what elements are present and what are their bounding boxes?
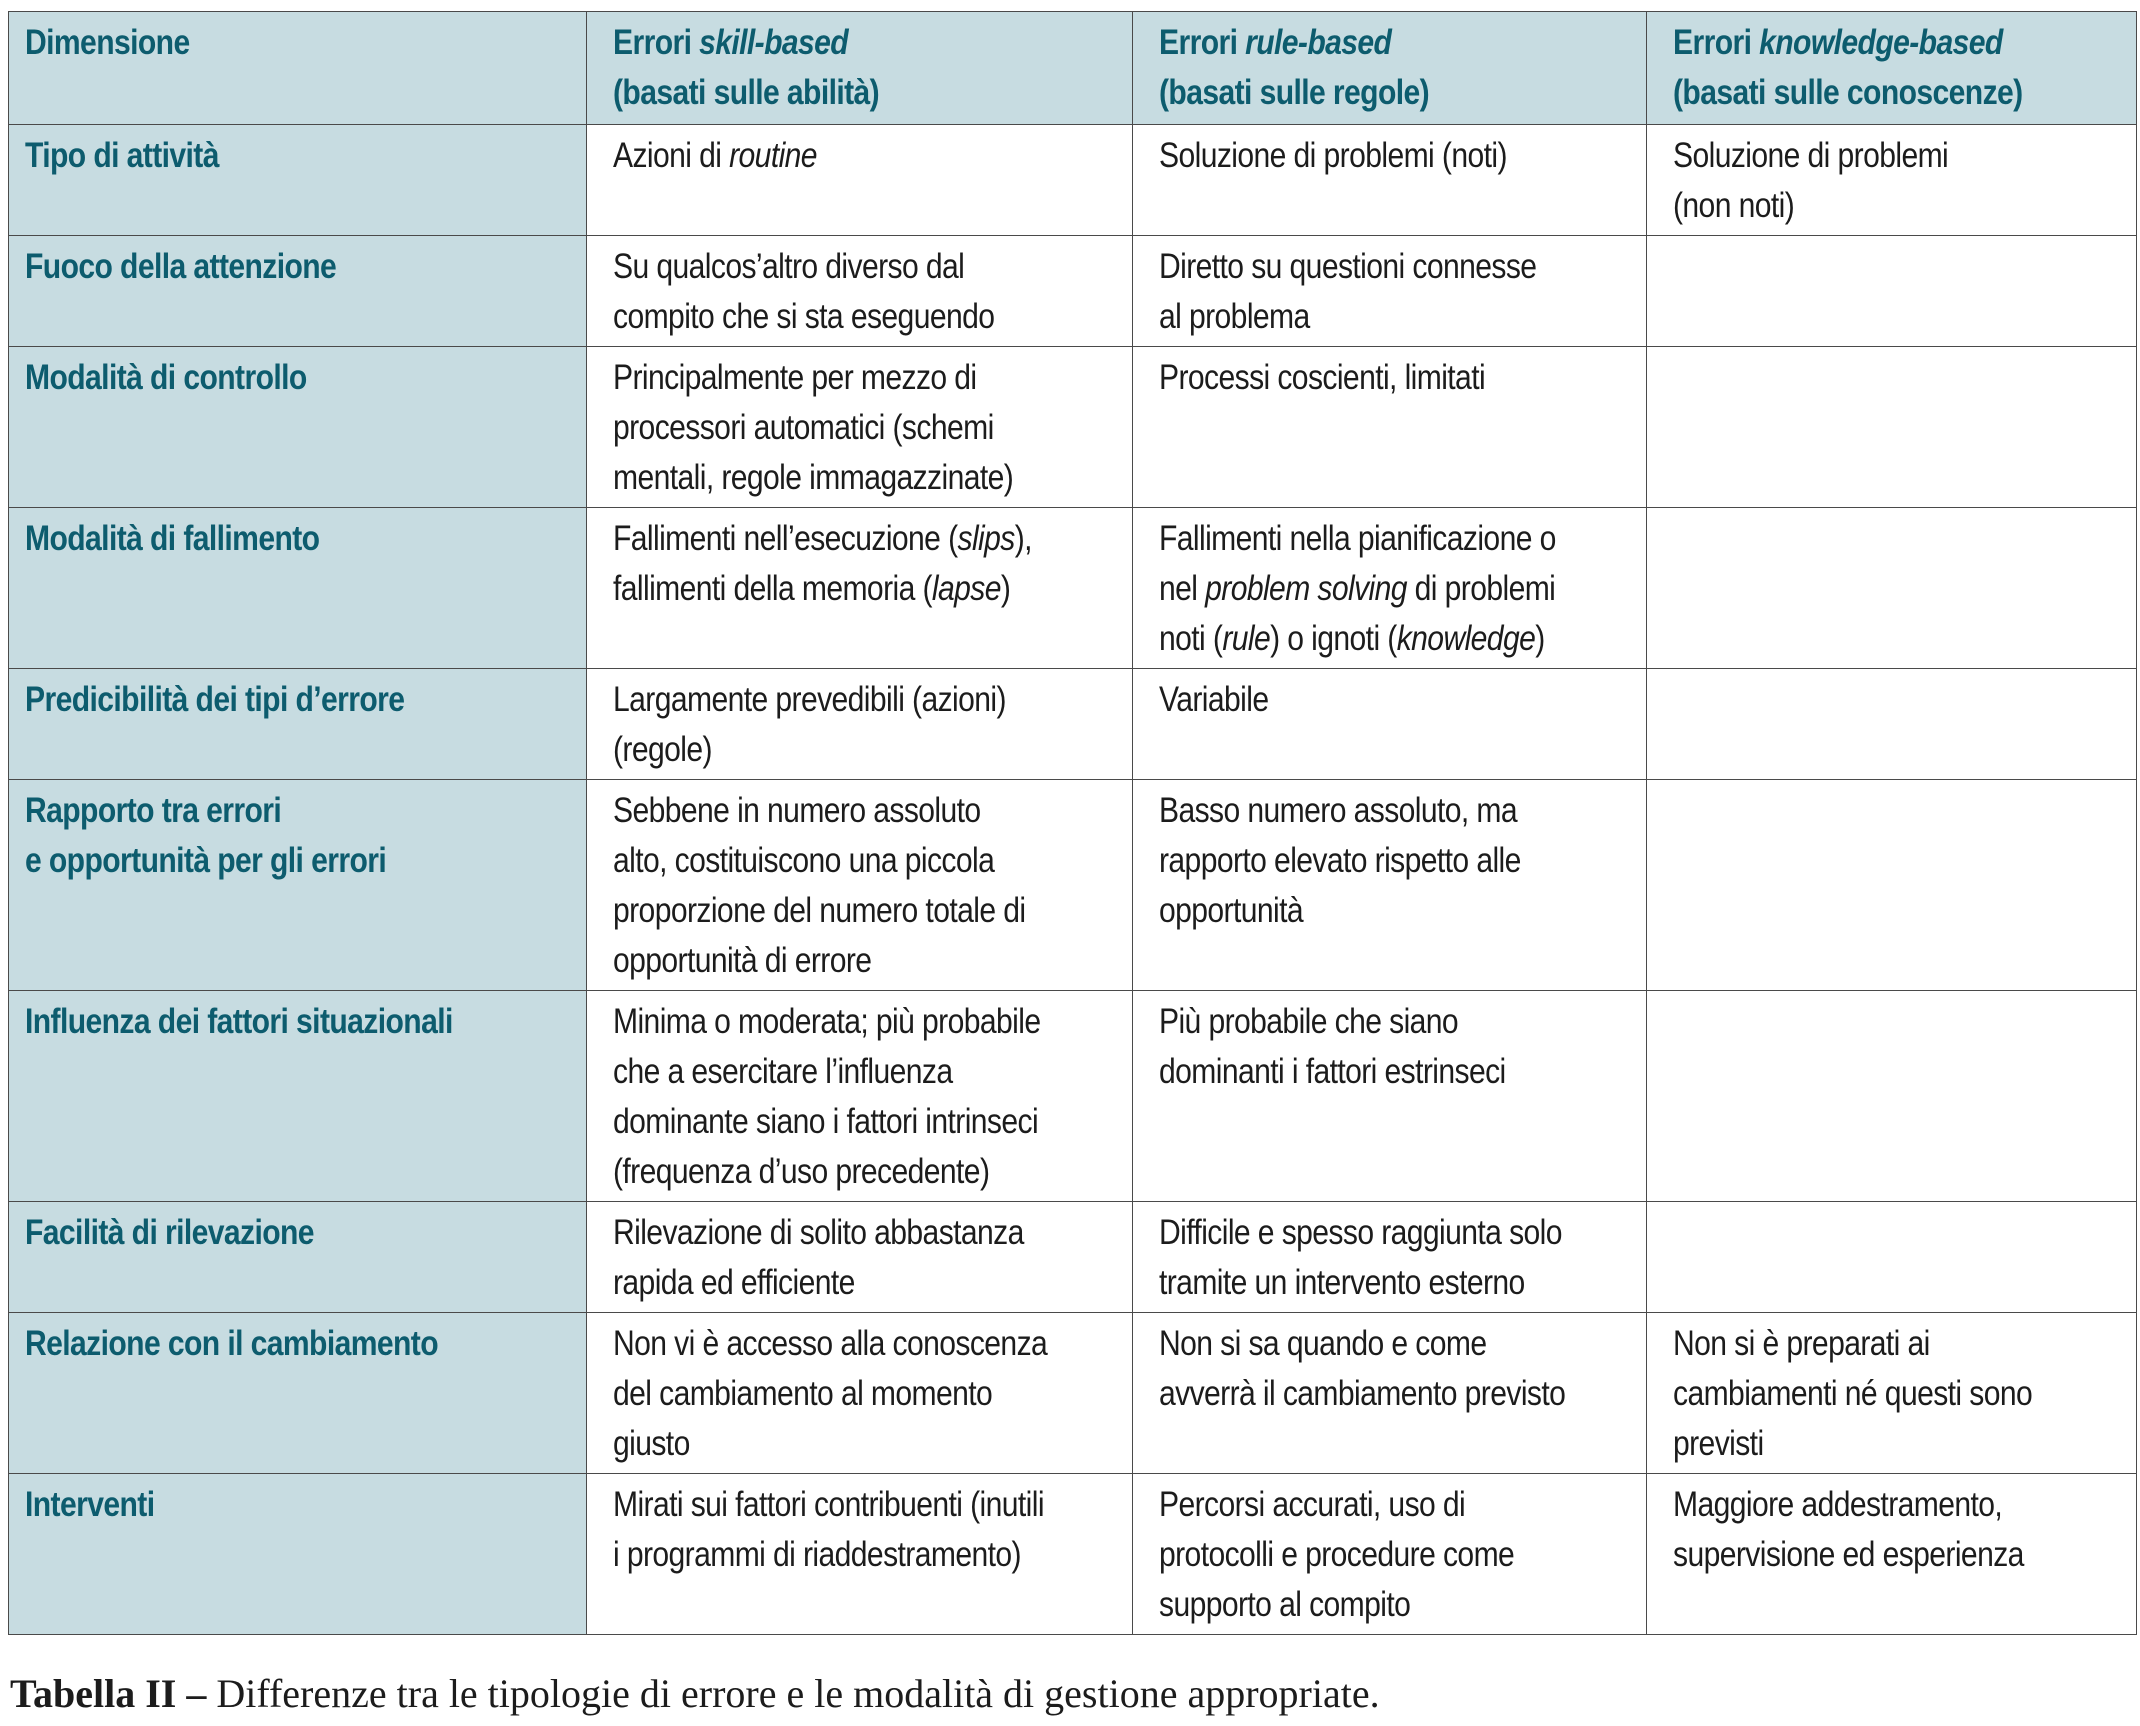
- cell-line: Più probabile che siano: [1159, 1002, 1459, 1041]
- cell-line: Influenza dei fattori situazionali: [25, 1002, 453, 1041]
- cell-rule-based: [1133, 1474, 1647, 1635]
- cell-line: al problema: [1159, 297, 1310, 336]
- cell-line: Basso numero assoluto, ma: [1159, 791, 1518, 830]
- cell-line: Difficile e spesso raggiunta solo: [1159, 1213, 1562, 1252]
- cell-line: opportunità: [1159, 891, 1303, 930]
- cell-knowledge-based: [1647, 1202, 2137, 1313]
- cell-line: (frequenza d’uso precedente): [613, 1152, 990, 1191]
- row-dimension-cell: [9, 1474, 587, 1635]
- cell-line: (basati sulle conoscenze): [1673, 73, 2023, 112]
- cell-skill-based: [587, 1313, 1133, 1474]
- table-body: [9, 125, 2137, 1635]
- cell-line: supervisione ed esperienza: [1673, 1535, 2024, 1574]
- caption-label: Tabella II –: [10, 1671, 207, 1716]
- cell-line: Processi coscienti, limitati: [1159, 358, 1486, 397]
- cell-rule-based: [1133, 125, 1647, 236]
- row-dimension-cell: [9, 125, 587, 236]
- cell-line: Tipo di attività: [25, 136, 219, 175]
- cell-line: (regole): [613, 730, 712, 769]
- cell-line: (non noti): [1673, 186, 1795, 225]
- cell-line: protocolli e procedure come: [1159, 1535, 1515, 1574]
- cell-line: Maggiore addestramento,: [1673, 1485, 2003, 1524]
- cell-line: Minima o moderata; più probabile: [613, 1002, 1041, 1041]
- row-dimension-cell: [9, 236, 587, 347]
- cell-line: Errori rule-based: [1159, 23, 1392, 62]
- header-cell-rule-based: [1133, 12, 1647, 125]
- cell-line: Principalmente per mezzo di: [613, 358, 977, 397]
- cell-knowledge-based: [1647, 1474, 2137, 1635]
- cell-knowledge-based: [1647, 669, 2137, 780]
- header-cell-knowledge-based: [1647, 12, 2137, 125]
- row-dimension-cell: [9, 991, 587, 1202]
- cell-line: Diretto su questioni connesse: [1159, 247, 1537, 286]
- cell-line: compito che si sta eseguendo: [613, 297, 995, 336]
- row-dimension-cell: [9, 780, 587, 991]
- cell-line: cambiamenti né questi sono: [1673, 1374, 2033, 1413]
- cell-line: processori automatici (schemi: [613, 408, 994, 447]
- cell-knowledge-based: [1647, 125, 2137, 236]
- cell-skill-based: [587, 125, 1133, 236]
- cell-line: opportunità di errore: [613, 941, 872, 980]
- cell-rule-based: [1133, 780, 1647, 991]
- cell-line: Rapporto tra errori: [25, 791, 282, 830]
- table-row: [9, 1202, 2137, 1313]
- cell-skill-based: [587, 1202, 1133, 1313]
- cell-rule-based: [1133, 991, 1647, 1202]
- table-row: [9, 991, 2137, 1202]
- cell-rule-based: [1133, 347, 1647, 508]
- cell-line: tramite un intervento esterno: [1159, 1263, 1525, 1302]
- row-dimension-cell: [9, 508, 587, 669]
- table-row: [9, 347, 2137, 508]
- cell-line: del cambiamento al momento: [613, 1374, 993, 1413]
- cell-line: Soluzione di problemi (noti): [1159, 136, 1507, 175]
- cell-rule-based: [1133, 1202, 1647, 1313]
- table-caption: [10, 1670, 1380, 1717]
- cell-line: fallimenti della memoria (lapse): [613, 569, 1011, 608]
- cell-skill-based: [587, 236, 1133, 347]
- table-row: [9, 1313, 2137, 1474]
- cell-knowledge-based: [1647, 508, 2137, 669]
- cell-line: Rilevazione di solito abbastanza: [613, 1213, 1024, 1252]
- cell-line: (basati sulle regole): [1159, 73, 1430, 112]
- cell-line: Percorsi accurati, uso di: [1159, 1485, 1466, 1524]
- cell-rule-based: [1133, 508, 1647, 669]
- cell-knowledge-based: [1647, 1313, 2137, 1474]
- row-dimension-cell: [9, 1202, 587, 1313]
- cell-line: giusto: [613, 1424, 690, 1463]
- row-dimension-cell: [9, 347, 587, 508]
- cell-line: Dimensione: [25, 23, 190, 62]
- cell-line: i programmi di riaddestramento): [613, 1535, 1021, 1574]
- cell-rule-based: [1133, 1313, 1647, 1474]
- cell-line: proporzione del numero totale di: [613, 891, 1026, 930]
- cell-line: Soluzione di problemi: [1673, 136, 1949, 175]
- cell-line: Facilità di rilevazione: [25, 1213, 314, 1252]
- cell-line: Variabile: [1159, 680, 1269, 719]
- cell-skill-based: [587, 780, 1133, 991]
- cell-line: Su qualcos’altro diverso dal: [613, 247, 965, 286]
- cell-line: Mirati sui fattori contribuenti (inutili: [613, 1485, 1044, 1524]
- header-row: [9, 12, 2137, 125]
- cell-line: dominanti i fattori estrinseci: [1159, 1052, 1506, 1091]
- cell-line: rapida ed efficiente: [613, 1263, 855, 1302]
- cell-skill-based: [587, 669, 1133, 780]
- cell-line: Interventi: [25, 1485, 155, 1524]
- cell-line: supporto al compito: [1159, 1585, 1411, 1624]
- cell-line: mentali, regole immagazzinate): [613, 458, 1014, 497]
- cell-line: Non vi è accesso alla conoscenza: [613, 1324, 1048, 1363]
- cell-skill-based: [587, 991, 1133, 1202]
- table-header: [9, 12, 2137, 125]
- cell-knowledge-based: [1647, 347, 2137, 508]
- cell-line: Modalità di fallimento: [25, 519, 320, 558]
- cell-skill-based: [587, 347, 1133, 508]
- cell-line: Sebbene in numero assoluto: [613, 791, 981, 830]
- cell-knowledge-based: [1647, 780, 2137, 991]
- cell-line: alto, costituiscono una piccola: [613, 841, 995, 880]
- table-row: [9, 508, 2137, 669]
- table-row: [9, 669, 2137, 780]
- cell-knowledge-based: [1647, 991, 2137, 1202]
- error-types-table: [8, 11, 2137, 1635]
- cell-line: Errori knowledge-based: [1673, 23, 2003, 62]
- cell-line: che a esercitare l’influenza: [613, 1052, 953, 1091]
- cell-knowledge-based: [1647, 236, 2137, 347]
- cell-line: rapporto elevato rispetto alle: [1159, 841, 1521, 880]
- table-row: [9, 125, 2137, 236]
- table-row: [9, 236, 2137, 347]
- cell-line: Fallimenti nell’esecuzione (slips),: [613, 519, 1032, 558]
- cell-line: Fallimenti nella pianificazione o: [1159, 519, 1556, 558]
- cell-line: Azioni di routine: [613, 136, 817, 175]
- cell-skill-based: [587, 1474, 1133, 1635]
- cell-line: noti (rule) o ignoti (knowledge): [1159, 619, 1545, 658]
- cell-line: previsti: [1673, 1424, 1764, 1463]
- row-dimension-cell: [9, 669, 587, 780]
- cell-line: Non si è preparati ai: [1673, 1324, 1930, 1363]
- header-cell-dimension: [9, 12, 587, 125]
- cell-line: Predicibilità dei tipi d’errore: [25, 680, 405, 719]
- table-row: [9, 780, 2137, 991]
- row-dimension-cell: [9, 1313, 587, 1474]
- cell-skill-based: [587, 508, 1133, 669]
- cell-line: avverrà il cambiamento previsto: [1159, 1374, 1566, 1413]
- cell-line: Relazione con il cambiamento: [25, 1324, 439, 1363]
- cell-line: Modalità di controllo: [25, 358, 307, 397]
- cell-line: dominante siano i fattori intrinseci: [613, 1102, 1039, 1141]
- cell-line: Fuoco della attenzione: [25, 247, 337, 286]
- table-row: [9, 1474, 2137, 1635]
- caption-text: Differenze tra le tipologie di errore e le modalità di gestione appropriate.: [206, 1671, 1380, 1716]
- header-cell-skill-based: [587, 12, 1133, 125]
- cell-line: e opportunità per gli errori: [25, 841, 387, 880]
- cell-line: Largamente prevedibili (azioni): [613, 680, 1006, 719]
- cell-line: (basati sulle abilità): [613, 73, 880, 112]
- cell-line: Non si sa quando e come: [1159, 1324, 1487, 1363]
- cell-rule-based: [1133, 236, 1647, 347]
- cell-line: Errori skill-based: [613, 23, 849, 62]
- cell-line: nel problem solving di problemi: [1159, 569, 1556, 608]
- cell-rule-based: [1133, 669, 1647, 780]
